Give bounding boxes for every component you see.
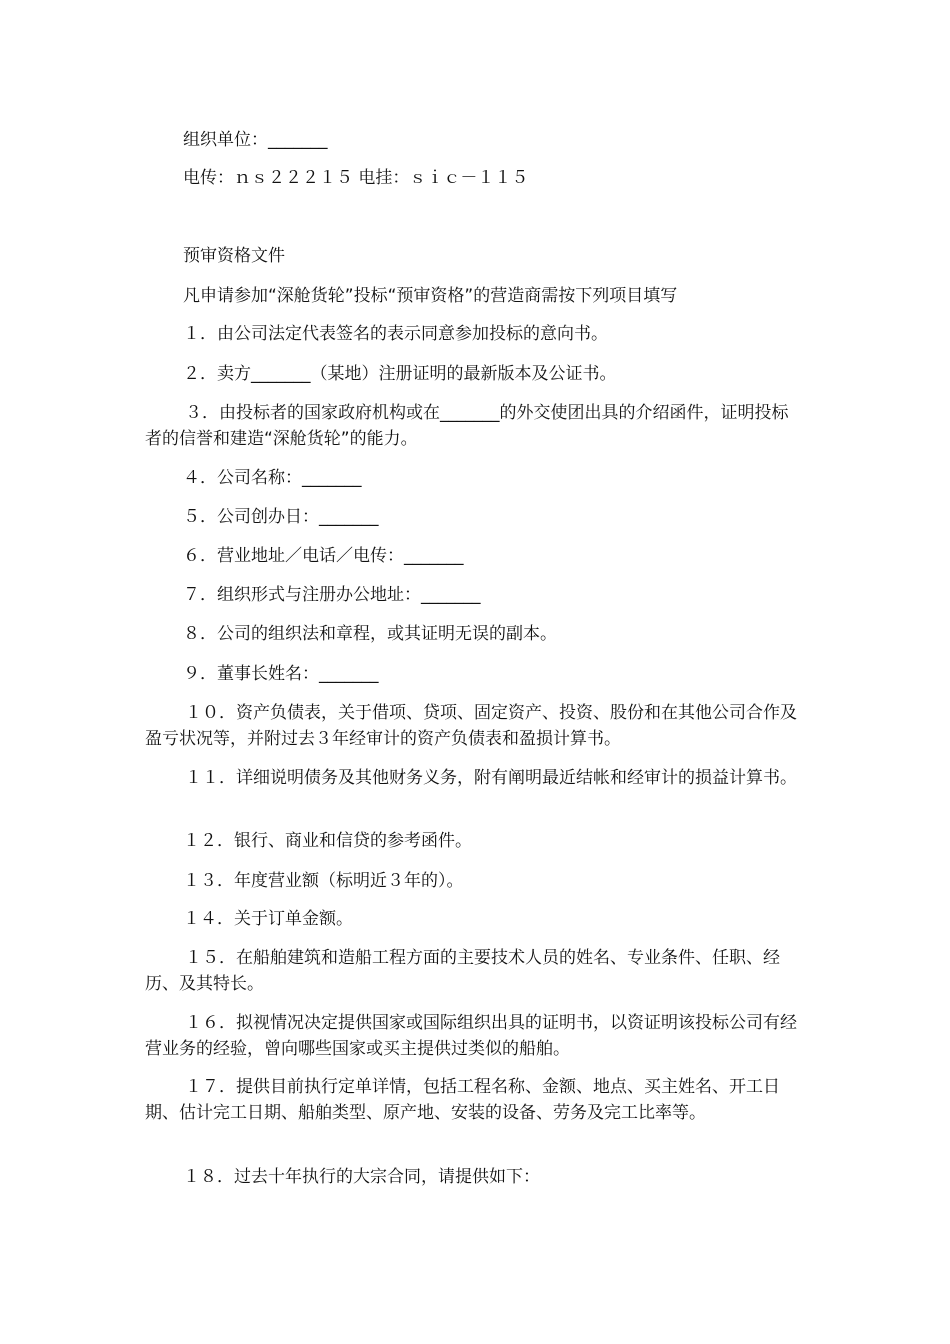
telex-line: 电传：ｎｓ２２２１５ 电挂：ｓｉｃ－１１５ [183, 168, 529, 188]
list-item-7: ７．组织形式与注册办公地址：_______ [183, 585, 481, 605]
list-item-18: １８．过去十年执行的大宗合同，请提供如下： [183, 1167, 540, 1187]
list-item-16: １６．拟视情况决定提供国家或国际组织出具的证明书，以资证明该投标公司有经营业务的经验，曾向哪些国家或买主提供过类似的船舶。 [145, 1013, 797, 1059]
list-item-8: ８．公司的组织法和章程，或其证明无误的副本。 [183, 624, 557, 644]
list-item-13: １３．年度营业额（标明近３年的）。 [183, 871, 464, 891]
list-item-14: １４．关于订单金额。 [183, 909, 353, 929]
list-item-9: ９．董事长姓名：_______ [183, 664, 379, 684]
list-item-3: ３．由投标者的国家政府机构或在_______的外交使团出具的介绍函件，证明投标者的信誉和建造“深舱货轮”的能力。 [145, 403, 789, 449]
list-item-12: １２．银行、商业和信贷的参考函件。 [183, 831, 472, 851]
list-item-1: １．由公司法定代表签名的表示同意参加投标的意向书。 [183, 324, 608, 344]
org-unit-line: 组织单位：_______ [183, 130, 328, 150]
list-item-17: １７．提供目前执行定单详情，包括工程名称、金额、地点、买主姓名、开工日期、估计完工日期、船舶类型、原产地、安装的设备、劳务及完工比率等。 [145, 1077, 780, 1123]
list-item-10: １０．资产负债表，关于借项、贷项、固定资产、投资、股份和在其他公司合作及盈亏状况等，并附过去３年经审计的资产负债表和盈损计算书。 [145, 703, 797, 749]
list-item-5: ５．公司创办日：_______ [183, 507, 379, 527]
list-item-4: ４．公司名称：_______ [183, 468, 362, 488]
list-item-2: ２．卖方_______（某地）注册证明的最新版本及公证书。 [183, 364, 617, 384]
list-item-6: ６．营业地址／电话／电传：_______ [183, 546, 464, 566]
list-item-15: １５．在船舶建筑和造船工程方面的主要技术人员的姓名、专业条件、任职、经历、及其特长。 [145, 948, 780, 994]
document-title: 预审资格文件 [183, 246, 285, 266]
list-item-11: １１．详细说明债务及其他财务义务，附有阐明最近结帐和经审计的损益计算书。 [185, 768, 797, 788]
document-intro: 凡申请参加“深舱货轮”投标“预审资格”的营造商需按下列项目填写 [183, 286, 678, 306]
